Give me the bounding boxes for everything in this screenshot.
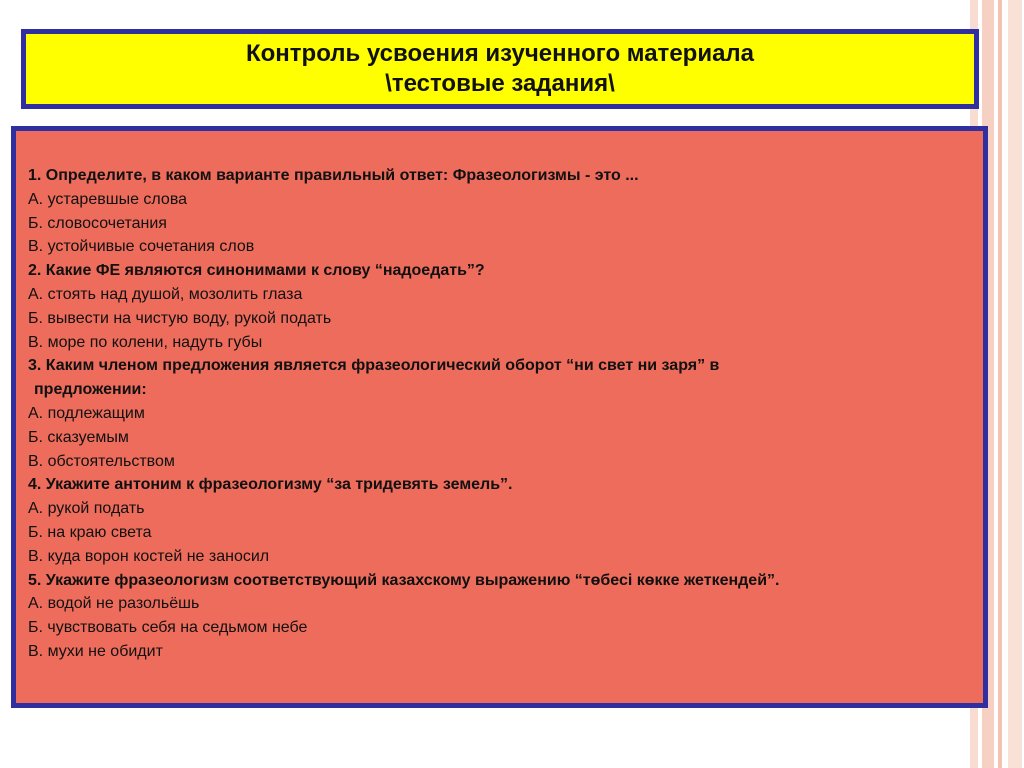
question-line: 2. Какие ФЕ являются синонимами к слову “надоедать”? [28,262,485,280]
question-line: 1. Определите, в каком варианте правильный ответ: Фразеологизмы - это ... [28,167,639,184]
answer-option: А. рукой подать [28,500,145,518]
answer-option: Б. сказуемым [28,428,129,446]
title-line-2: \тестовые задания\ [385,70,615,97]
answer-option: В. обстоятельством [28,452,175,470]
question-line: 3. Каким членом предложения является фразеологический оборот “ни свет ни заря” в [28,357,720,375]
stripe [998,0,1002,768]
stripe [1008,0,1022,768]
answer-option: В. устойчивые сочетания слов [28,238,255,256]
test-questions-panel [11,126,988,708]
answer-option: Б. вывести на чистую воду, рукой подать [28,309,332,327]
question-line: 5. Укажите фразеологизм соответствующий казахскому выражению “төбесі көкке жеткендей”. [28,571,780,589]
answer-option: А. подлежащим [28,404,145,422]
answer-option: А. устаревшые слова [28,190,188,208]
answer-option: А. водой не разольёшь [28,595,200,613]
answer-option: Б. словосочетания [28,214,167,232]
question-list [28,164,973,664]
title-line-1: Контроль усвоения изученного материала [245,40,755,67]
answer-option: Б. чувствовать себя на седьмом небе [28,619,308,637]
answer-option: В. мухи не обидит [28,642,163,660]
answer-option: Б. на краю света [28,523,152,541]
question-line: предложении: [34,381,147,399]
title-banner [21,29,979,109]
answer-option: В. куда ворон костей не заносил [28,547,270,565]
answer-option: А. стоять над душой, мозолить глаза [28,285,303,303]
question-line: 4. Укажите антоним к фразеологизму “за тридевять земель”. [28,476,513,494]
answer-option: В. море по колени, надуть губы [28,333,263,351]
